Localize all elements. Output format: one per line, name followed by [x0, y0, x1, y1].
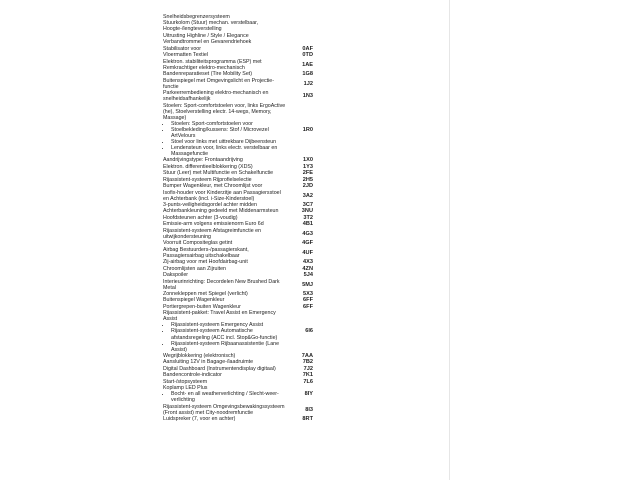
option-subitem: • Rijassistent-systeem Rijbaanassistentie (Lane Assist): [171, 341, 288, 353]
option-text: Emissie-arm volgens emissienorm Euro 6d: [163, 221, 264, 228]
option-row: [163, 33, 313, 39]
option-code: 4G3: [302, 230, 313, 237]
option-row: [163, 177, 313, 183]
option-sublist: [163, 391, 288, 403]
option-description: [163, 177, 288, 183]
option-code: 3A2: [302, 192, 313, 199]
option-code: 4ZN: [302, 265, 313, 272]
option-description: [163, 20, 288, 32]
option-text: Snelheidsbegrenzersysteem: [163, 14, 230, 20]
option-description: [163, 208, 288, 214]
option-row: [163, 52, 313, 58]
options-list: [163, 14, 313, 423]
option-row: [163, 157, 313, 163]
option-description: [163, 240, 288, 246]
option-row: [163, 39, 313, 45]
option-description: [163, 297, 288, 303]
option-row: [163, 71, 313, 77]
option-description: [163, 259, 288, 265]
option-text: Stabilisator voor: [163, 45, 201, 52]
option-subitem: • Stoel voor links met uittrekbare Dijbeensteun: [171, 139, 288, 145]
option-text: Uitrusting Highline / Style / Elegance: [163, 32, 249, 39]
option-text: Elektron. stabiliteitsprogramma (ESP) met Remkrachtiger elektro-mechanisch: [163, 58, 262, 71]
option-description: [163, 78, 288, 90]
option-code: 7K1: [302, 372, 313, 379]
option-row: [163, 215, 313, 221]
option-sublist: [163, 121, 288, 157]
option-row: [163, 46, 313, 52]
option-code: 7B2: [302, 359, 313, 366]
option-description: [163, 416, 288, 422]
page-divider: [449, 0, 450, 480]
option-row: [163, 353, 313, 359]
option-text: Start-/stopsysteem: [163, 378, 208, 385]
option-row: [163, 59, 313, 71]
option-code: 6FF: [303, 303, 313, 310]
option-subitem: • Stoelen: Sport-comfortstoelen voor: [171, 121, 288, 127]
option-text: Stoelen: Sport-comfortstoelen voor, links ErgoActive (he), Stoelverstelling electr. 14-wegs, Memory, Massage): [163, 102, 286, 121]
option-text: Rijassistent-systeem Afstagreimfunctie en uitwijkondersteuning: [163, 227, 262, 240]
option-description: [163, 90, 288, 102]
option-code: 0AF: [302, 45, 313, 52]
option-description: [163, 164, 288, 170]
option-description: [163, 46, 288, 52]
option-row: [163, 170, 313, 176]
option-code: 8I3: [305, 406, 313, 413]
option-description: [163, 221, 288, 227]
option-description: [163, 266, 288, 272]
option-text: Aansluiting 12V in Bagage-/laadruimte: [163, 359, 254, 366]
option-text: Stuurkolom (Stuur) mechan. verstelbaar, Hoogte-/lengteverstelling: [163, 20, 259, 33]
option-description: [163, 59, 288, 71]
option-text: Buitenspiegel met Omgevingslicht en Projectie-functie: [163, 77, 274, 90]
option-text: Luidspreker (7, voor en achter): [163, 416, 236, 423]
option-text: Portiergrepen-buiten Wagenkleur: [163, 303, 241, 310]
option-row: [163, 190, 313, 202]
option-description: [163, 404, 288, 416]
option-description: [163, 304, 288, 310]
option-subitem: • Lendensteun voor, links electr. verstelbaar en Massagefunctie: [171, 145, 288, 157]
option-description: [163, 291, 288, 297]
option-description: [163, 14, 288, 20]
option-description: [163, 103, 288, 157]
option-row: [163, 259, 313, 265]
option-text: Dakspoiler: [163, 272, 189, 279]
option-text: Bandenreparatieset (Tire Mobility Set): [163, 71, 253, 78]
option-description: [163, 183, 288, 189]
option-code: 1R0: [302, 126, 313, 133]
option-code: 7AA: [301, 353, 313, 360]
option-row: [163, 416, 313, 422]
option-row: [163, 359, 313, 365]
option-row: [163, 14, 313, 20]
option-subitem: • Rijassistent-systeem Emergency Assist: [171, 322, 288, 328]
option-row: [163, 228, 313, 240]
option-code: 5MJ: [302, 281, 313, 288]
option-row: [163, 103, 313, 157]
option-row: [163, 221, 313, 227]
option-code: 1Y3: [303, 163, 313, 170]
option-text: Aandrijvingstype: Frontaandrijving: [163, 157, 243, 164]
option-row: [163, 183, 313, 189]
option-text: Bandencontrole-indicator: [163, 372, 222, 379]
option-description: [163, 170, 288, 176]
option-row: [163, 272, 313, 278]
option-text: Chroomlijsten aan Zijruiten: [163, 265, 227, 272]
option-code: 8RT: [302, 416, 313, 423]
option-description: [163, 71, 288, 77]
option-code: 8IY: [304, 391, 313, 398]
option-description: [163, 310, 288, 352]
option-description: [163, 33, 288, 39]
option-row: [163, 247, 313, 259]
option-row: [163, 266, 313, 272]
option-row: [163, 202, 313, 208]
option-code: 3T2: [303, 214, 313, 221]
option-text: Zonnekleppen met Spiegel (verlicht): [163, 291, 248, 297]
option-description: [163, 272, 288, 278]
option-description: [163, 202, 288, 208]
option-description: [163, 353, 288, 359]
option-code: 1N3: [302, 93, 313, 100]
option-text: Wegrijblokkering (elektronisch): [163, 353, 236, 360]
option-description: [163, 279, 288, 291]
option-row: [163, 372, 313, 378]
option-code: 7L6: [303, 378, 313, 385]
option-code: 4GF: [302, 240, 313, 247]
option-sublist: [163, 322, 288, 352]
option-text: Koplamp LED Plus: [163, 385, 208, 392]
option-text: Zij-airbag voor met Hoofdairbag-unit: [163, 259, 248, 266]
option-subitem: • Rijassistent-systeem Automatische afstandsregeling (ACC incl. Stop&Go-functie): [171, 328, 288, 340]
option-text: Stuur (Leer) met Multifunctie en Schakelfunctie: [163, 170, 274, 177]
option-code: 4X3: [303, 259, 313, 266]
option-code: 4UF: [302, 249, 313, 256]
option-description: [163, 366, 288, 372]
option-row: [163, 385, 313, 403]
option-code: 4B1: [302, 221, 313, 228]
option-row: [163, 208, 313, 214]
option-code: 6FF: [303, 297, 313, 304]
option-text: Airbag Bestuurders-/passagierskant, Passagiersairbag uitschakelbaar: [163, 246, 249, 259]
option-text: Achterbankleuning gedeeld met Middenarmsteun: [163, 208, 279, 215]
option-code: 3NU: [301, 208, 313, 215]
option-description: [163, 215, 288, 221]
option-code: 2JD: [302, 183, 313, 190]
option-text: Buitenspiegel Wagenkleur: [163, 297, 225, 304]
option-code: 6I6: [305, 328, 313, 335]
option-code: 1X0: [303, 157, 313, 164]
option-code: 1G8: [302, 71, 313, 78]
option-text: Rijassistent-systeem Rijprofielselectie: [163, 176, 252, 183]
option-code: 2FE: [302, 170, 313, 177]
option-row: [163, 366, 313, 372]
option-text: Digital Dashboard (Instrumentendisplay digitaal): [163, 365, 276, 372]
option-text: Vloermatten Textiel: [163, 52, 208, 59]
option-row: [163, 310, 313, 352]
option-row: [163, 291, 313, 297]
option-description: [163, 379, 288, 385]
option-description: [163, 228, 288, 240]
option-text: Rijassistent-pakket: Travel Assist en Emergency Assist: [163, 310, 276, 323]
option-code: 2H5: [302, 176, 313, 183]
option-row: [163, 279, 313, 291]
option-code: 1J2: [303, 80, 313, 87]
option-text: Isofix-houder voor Kinderzitje aan Passagiersstoel en Achterbank (incl. i-Size-Kinderstoel): [163, 189, 281, 202]
option-code: 3C7: [302, 202, 313, 209]
option-row: [163, 404, 313, 416]
option-text: Hoofdsteunen achter (3-voudig): [163, 214, 238, 221]
option-code: 5X3: [303, 291, 313, 297]
option-text: 3-punts-veiligheidsgordel achter midden: [163, 202, 257, 209]
option-row: [163, 78, 313, 90]
option-text: Bumper Wagenkleur, met Chroomlijst voor: [163, 183, 263, 190]
option-description: [163, 385, 288, 403]
option-description: [163, 359, 288, 365]
option-row: [163, 90, 313, 102]
option-row: [163, 240, 313, 246]
option-text: Elektron. differentieelblokkering (XDS): [163, 163, 253, 170]
option-text: Interieurinrichting: Decordelen New Brushed Dark Metal: [163, 278, 280, 291]
option-code: 7J2: [303, 365, 313, 372]
option-code: 1AE: [302, 61, 313, 68]
option-description: [163, 247, 288, 259]
option-description: [163, 39, 288, 45]
option-description: [163, 372, 288, 378]
option-row: [163, 297, 313, 303]
option-subitem: • Stoelbekleding/kussens: Stof / Microvezel ArtVelours: [171, 127, 288, 139]
option-description: [163, 190, 288, 202]
option-code: 0TD: [302, 52, 313, 59]
option-text: Verbandtrommel en Gevarendriehoek: [163, 39, 252, 46]
option-subitem: • Bocht- en all weatherverlichting / Slecht-weer-verlichting: [171, 391, 288, 403]
option-description: [163, 52, 288, 58]
option-row: [163, 379, 313, 385]
option-row: [163, 20, 313, 32]
option-row: [163, 164, 313, 170]
option-description: [163, 157, 288, 163]
option-text: Parkeerrembediening elektro-mechanisch en snelheidsafhankelijk: [163, 90, 269, 103]
option-code: 5J4: [303, 272, 313, 279]
option-row: [163, 304, 313, 310]
option-text: Rijassistent-systeem Omgevingsbewakingssysteem (Front assist) met City-noodremfunctie: [163, 403, 285, 416]
option-text: Voorruit Compositeglas getint: [163, 240, 233, 247]
